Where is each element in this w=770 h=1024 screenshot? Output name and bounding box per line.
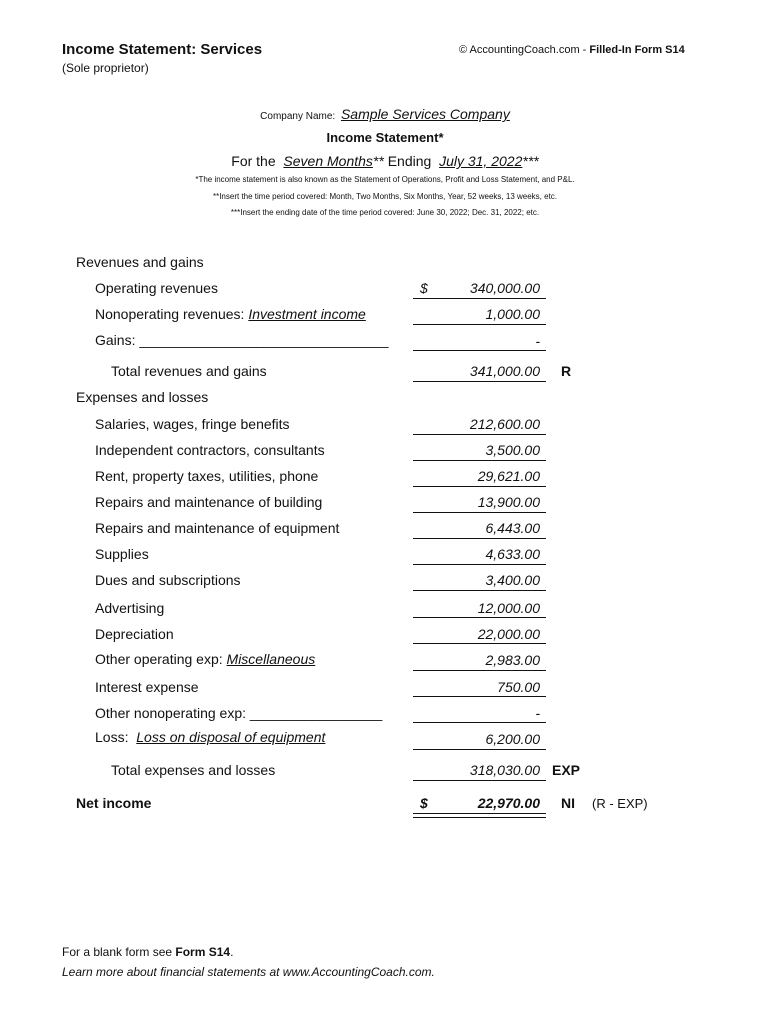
underline (413, 590, 546, 591)
loss-type: Loss on disposal of equipment (136, 729, 326, 745)
expense-label: Repairs and maintenance of equipment (95, 520, 340, 536)
loss-text: Loss: (95, 729, 129, 745)
loss-amount: 6,200.00 (485, 731, 540, 747)
underline (413, 722, 546, 723)
footnote-1: *The income statement is also known as the Statement of Operations, Profit and Loss Statement, and P&L. (195, 175, 575, 184)
company-name-value: Sample Services Company (340, 106, 510, 122)
period-end-date: July 31, 2022 (439, 153, 523, 169)
underline (413, 324, 546, 325)
expense-label: Rent, property taxes, utilities, phone (95, 468, 319, 484)
loss-label (95, 729, 325, 745)
expense-label: Depreciation (95, 626, 174, 642)
period-duration-stars: ** (372, 153, 384, 169)
gains-label: Gains: ________________________________ (95, 332, 389, 348)
total-revenues-label: Total revenues and gains (111, 363, 267, 379)
net-income-amount: 22,970.00 (477, 795, 540, 811)
blank-form-suffix: . (230, 945, 234, 959)
footnote-2: **Insert the time period covered: Month, Two Months, Six Months, Year, 52 weeks, 13 weeks, etc. (212, 192, 558, 201)
other-nonoperating-amount: - (535, 705, 540, 721)
page-title: Income Statement: Services (62, 41, 263, 58)
nonoperating-revenues-amount: 1,000.00 (485, 306, 540, 322)
footnote-3: ***Insert the ending date of the time period covered: June 30, 2022; Dec. 31, 2022; etc. (230, 208, 540, 217)
net-income-label: Net income (76, 795, 152, 811)
expense-label: Supplies (95, 546, 149, 562)
underline (413, 643, 546, 644)
expense-amount: 3,500.00 (485, 442, 540, 458)
company-name-label: Company Name: (260, 111, 336, 122)
double-underline (413, 813, 546, 818)
other-operating-type: Miscellaneous (226, 651, 316, 667)
underline (413, 670, 546, 671)
other-operating-label (95, 651, 315, 667)
other-operating-amount: 2,983.00 (485, 652, 540, 668)
nonoperating-revenues-text: Nonoperating revenues: (95, 306, 245, 322)
period-ending-label: Ending (387, 153, 432, 169)
company-name-line (0, 106, 770, 122)
expenses-heading: Expenses and losses (76, 389, 209, 405)
interest-expense-label: Interest expense (95, 679, 199, 695)
period-line (0, 153, 770, 169)
total-expenses-amount: 318,030.00 (469, 762, 540, 778)
underline (413, 460, 546, 461)
blank-form-prefix: For a blank form see (62, 945, 176, 959)
expense-label: Dues and subscriptions (95, 572, 241, 588)
blank-form-link[interactable]: Form S14 (175, 945, 231, 959)
net-income-formula: (R - EXP) (592, 796, 648, 811)
period-duration: Seven Months (283, 153, 373, 169)
underline (413, 486, 546, 487)
page-subtitle: (Sole proprietor) (62, 61, 149, 75)
underline (413, 780, 546, 781)
expense-amount: 29,621.00 (477, 468, 540, 484)
copyright-notice (459, 44, 685, 56)
statement-title: Income Statement* (326, 130, 444, 145)
operating-revenues-label: Operating revenues (95, 280, 218, 296)
underline (413, 564, 546, 565)
expense-label: Advertising (95, 600, 165, 616)
period-prefix: For the (231, 153, 276, 169)
net-income-code: NI (561, 795, 575, 811)
interest-expense-amount: 750.00 (497, 679, 540, 695)
revenues-heading: Revenues and gains (76, 254, 204, 270)
total-expenses-label: Total expenses and losses (111, 762, 276, 778)
expense-amount: 22,000.00 (477, 626, 540, 642)
total-revenues-code: R (561, 363, 572, 379)
blank-form-note (62, 945, 233, 959)
total-revenues-amount: 341,000.00 (469, 363, 540, 379)
underline (413, 696, 546, 697)
net-income-currency: $ (420, 795, 428, 811)
underline (413, 512, 546, 513)
expense-amount: 12,000.00 (477, 600, 540, 616)
underline (413, 538, 546, 539)
expense-amount: 6,443.00 (485, 520, 540, 536)
underline (413, 434, 546, 435)
underline (413, 617, 546, 618)
expense-amount: 13,900.00 (477, 494, 540, 510)
expense-label: Independent contractors, consultants (95, 442, 325, 458)
expense-label: Salaries, wages, fringe benefits (95, 416, 290, 432)
nonoperating-revenues-label (95, 306, 366, 322)
underline (413, 350, 546, 351)
period-date-stars: *** (522, 153, 539, 169)
underline (413, 749, 546, 750)
expense-amount: 4,633.00 (485, 546, 540, 562)
nonoperating-revenues-type: Investment income (248, 306, 366, 322)
form-label: Filled-In Form S14 (589, 44, 685, 56)
underline (413, 381, 546, 382)
other-nonoperating-label: Other nonoperating exp: _________________ (95, 705, 383, 721)
operating-revenues-amount: 340,000.00 (469, 280, 540, 296)
expense-amount: 3,400.00 (485, 572, 540, 588)
learn-more-note: Learn more about financial statements at www.AccountingCoach.com. (62, 965, 435, 979)
copyright-text: © AccountingCoach.com - (459, 44, 590, 56)
other-operating-text: Other operating exp: (95, 651, 223, 667)
expense-label: Repairs and maintenance of building (95, 494, 323, 510)
operating-revenues-currency: $ (420, 280, 428, 296)
gains-amount: - (535, 333, 540, 349)
underline (413, 298, 546, 299)
total-expenses-code: EXP (552, 762, 581, 778)
expense-amount: 212,600.00 (469, 416, 540, 432)
